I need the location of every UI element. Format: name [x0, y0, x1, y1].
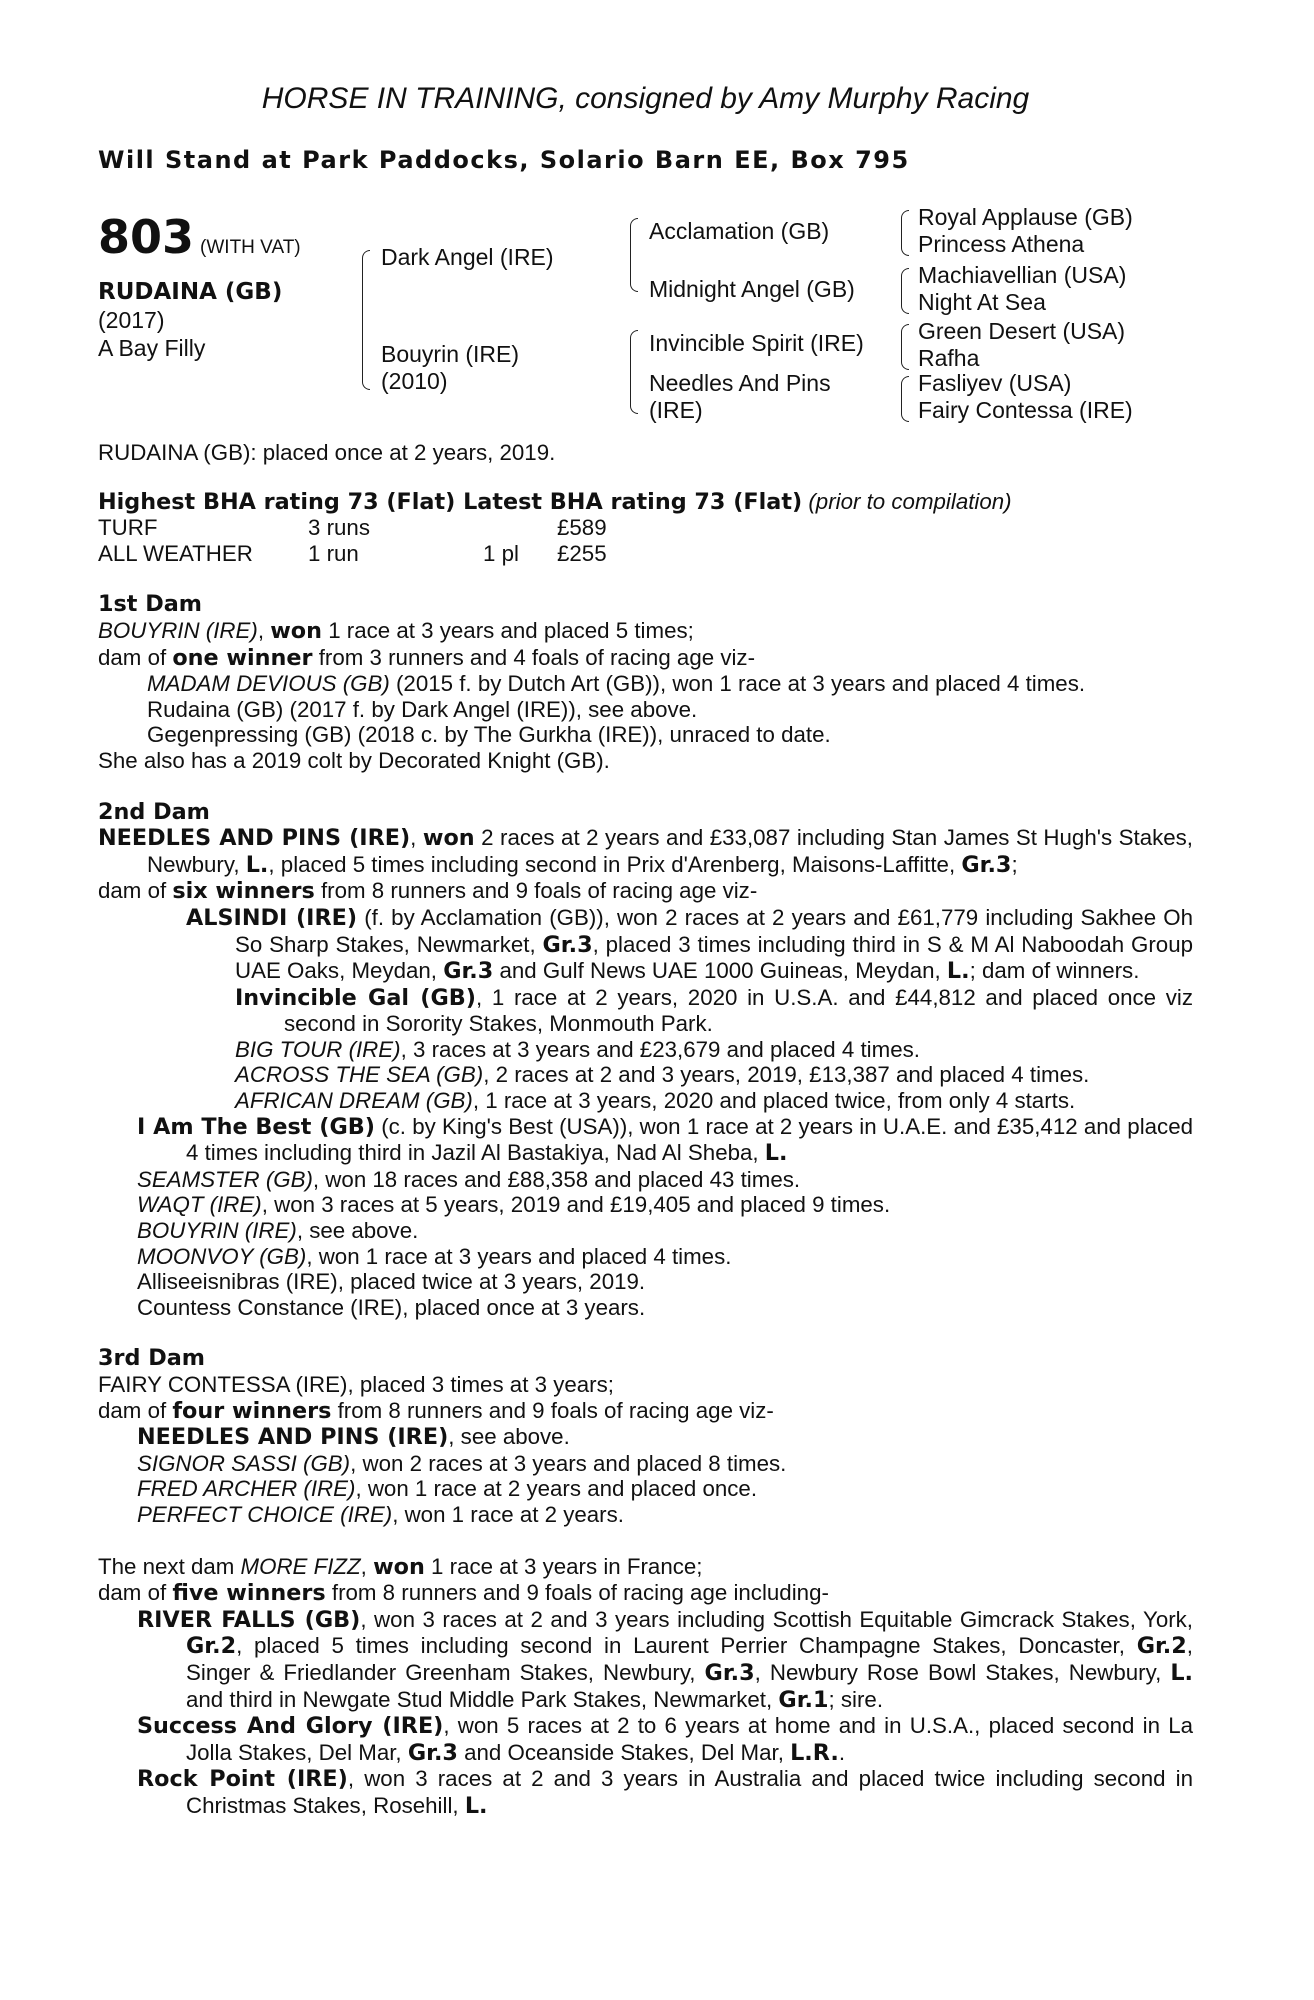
pedigree-sdd: Night At Sea: [918, 289, 1046, 315]
horse-description: A Bay Filly: [98, 335, 206, 361]
pedigree-sire-dam: Midnight Angel (GB): [649, 276, 855, 302]
produce-entry: MOONVOY (GB), won 1 race at 3 years and placed 4 times.: [137, 1243, 732, 1269]
horse-name: RUDAINA (GB): [98, 279, 283, 305]
produce-entry: Success And Glory (IRE), won 5 races at 2 to 6 years at home and in U.S.A., placed second in La Jolla Stakes, Del Mar, Gr.3 and Oceanside Stakes, Del Mar, L.R..: [137, 1713, 1194, 1766]
pedigree-ssd: Princess Athena: [918, 231, 1085, 257]
pedigree-sss: Royal Applause (GB): [918, 204, 1133, 230]
third-dam-produce-line: dam of four winners from 8 runners and 9 foals of racing age viz-: [98, 1397, 774, 1424]
stats-surface: TURF: [98, 515, 158, 541]
produce-entry: Invincible Gal (GB), 1 race at 2 years, 2020 in U.S.A. and £44,812 and placed once viz second in Sorority Stakes, Monmouth Park.: [235, 984, 1193, 1037]
catalogue-body: [98, 440, 1193, 1820]
produce-entry: AFRICAN DREAM (GB), 1 race at 3 years, 2020 and placed twice, from only 4 starts.: [235, 1088, 1076, 1114]
third-dam-line: FAIRY CONTESSA (IRE), placed 3 times at 3 years;: [98, 1372, 614, 1397]
produce-entry: Rudaina (GB) (2017 f. by Dark Angel (IRE)), see above.: [147, 696, 698, 722]
pedigree-dam-dam: Needles And Pins: [649, 370, 831, 396]
pedigree-ddd: Fairy Contessa (IRE): [918, 397, 1133, 423]
race-summary: RUDAINA (GB): placed once at 2 years, 2019.: [98, 440, 556, 465]
stats-runs: 1 run: [308, 540, 359, 566]
pedigree-sds: Machiavellian (USA): [918, 262, 1127, 288]
produce-entry: RIVER FALLS (GB), won 3 races at 2 and 3 years including Scottish Equitable Gimcrack Stakes, York, Gr.2, placed 5 times including second in Laurent Perrier Champagne Stakes, Doncaster, Gr.2, Singer & Friedlander Greenham Stakes, Newbury, Gr.3, Newbury Rose Bowl Stakes, Newbury, L. and third in Newgate Stud Middle Park Stakes, Newmarket, Gr.1; sire.: [137, 1606, 1193, 1713]
pedigree-dam-sire: Invincible Spirit (IRE): [649, 330, 864, 356]
first-dam-heading: 1st Dam: [98, 591, 202, 618]
third-dam-heading: 3rd Dam: [98, 1345, 206, 1372]
produce-entry: I Am The Best (GB) (c. by King's Best (USA)), won 1 race at 2 years in U.A.E. and £35,412 and placed 4 times including third in Jazil Al Bastakiya, Nad Al Sheba, L.: [137, 1113, 1194, 1167]
pedigree-bracket: [901, 268, 909, 314]
second-dam-heading: 2nd Dam: [98, 798, 210, 825]
pedigree-bracket: [901, 376, 909, 422]
produce-entry: Rock Point (IRE), won 3 races at 2 and 3 years in Australia and placed twice including second in Christmas Stakes, Rosehill, L.: [137, 1766, 1193, 1819]
produce-entry: Gegenpressing (GB) (2018 c. by The Gurkha (IRE)), unraced to date.: [147, 722, 831, 748]
pedigree-dam: Bouyrin (IRE): [381, 341, 520, 367]
second-dam-produce-line: dam of six winners from 8 runners and 9 foals of racing age viz-: [98, 878, 758, 905]
pedigree-bracket: [901, 324, 909, 370]
produce-entry: NEEDLES AND PINS (IRE), see above.: [137, 1424, 570, 1451]
stats-placed: 1 pl: [483, 540, 519, 566]
pedigree-sire: Dark Angel (IRE): [381, 244, 554, 270]
next-dam-line: The next dam MORE FIZZ, won 1 race at 3 years in France;: [98, 1553, 703, 1580]
stats-earnings: £255: [557, 540, 607, 566]
produce-entry: ALSINDI (IRE) (f. by Acclamation (GB)), won 2 races at 2 years and £61,779 including Sakhee Oh So Sharp Stakes, Newmarket, Gr.3, placed 3 times including third in S & M Al Naboodah Group UAE Oaks, Meydan, Gr.3 and Gulf News UAE 1000 Guineas, Meydan, L.; dam of winners.: [186, 904, 1193, 985]
lot-number-block: [98, 210, 301, 264]
pedigree-bracket: [630, 218, 638, 292]
first-dam-line: BOUYRIN (IRE), won 1 race at 3 years and placed 5 times;: [98, 617, 694, 644]
pedigree-dsd: Rafha: [918, 345, 980, 371]
produce-entry: SEAMSTER (GB), won 18 races and £88,358 and placed 43 times.: [137, 1166, 801, 1192]
pedigree-dam-year: (2010): [381, 368, 448, 394]
produce-entry: FRED ARCHER (IRE), won 1 race at 2 years and placed once.: [137, 1476, 758, 1502]
ratings-line: Highest BHA rating 73 (Flat) Latest BHA rating 73 (Flat) (prior to compilation): [98, 488, 1012, 515]
horse-year: (2017): [98, 307, 165, 333]
second-dam-line: NEEDLES AND PINS (IRE), won 2 races at 2 years and £33,087 including Stan James St Hugh's Stakes, Newbury, L., placed 5 times including second in Prix d'Arenberg, Maisons-Laffitte, Gr.3;: [98, 825, 1193, 878]
produce-entry: BIG TOUR (IRE), 3 races at 3 years and £23,679 and placed 4 times.: [235, 1036, 920, 1062]
produce-entry: Countess Constance (IRE), placed once at 3 years.: [137, 1294, 646, 1320]
produce-entry: MADAM DEVIOUS (GB) (2015 f. by Dutch Art (GB)), won 1 race at 3 years and placed 4 times.: [147, 671, 1086, 697]
pedigree-sire-sire: Acclamation (GB): [649, 218, 830, 244]
produce-entry: BOUYRIN (IRE), see above.: [137, 1218, 419, 1244]
next-dam-produce-line: dam of five winners from 8 runners and 9 foals of racing age including-: [98, 1580, 829, 1607]
stats-placed: [483, 515, 557, 541]
stats-table: [98, 515, 1193, 566]
vat-note: (WITH VAT): [200, 237, 301, 258]
first-dam-produce-line: dam of one winner from 3 runners and 4 foals of racing age viz-: [98, 644, 755, 671]
pedigree-bracket: [630, 330, 638, 414]
page-title: HORSE IN TRAINING, consigned by Amy Murphy Racing: [261, 82, 1030, 115]
pedigree-dds: Fasliyev (USA): [918, 370, 1072, 396]
produce-entry: SIGNOR SASSI (GB), won 2 races at 3 years and placed 8 times.: [137, 1450, 787, 1476]
produce-entry: PERFECT CHOICE (IRE), won 1 race at 2 years.: [137, 1501, 624, 1527]
produce-note: She also has a 2019 colt by Decorated Knight (GB).: [98, 747, 610, 773]
horse-identity: [98, 278, 282, 362]
produce-entry: WAQT (IRE), won 3 races at 5 years, 2019 and £19,405 and placed 9 times.: [137, 1192, 891, 1218]
stand-location: Will Stand at Park Paddocks, Solario Barn EE, Box 795: [98, 146, 910, 174]
stats-surface: ALL WEATHER: [98, 540, 253, 566]
pedigree-bracket: [901, 210, 909, 256]
pedigree-bracket: [362, 250, 370, 390]
pedigree-dam-dam-suffix: (IRE): [649, 397, 703, 423]
stats-runs: 3 runs: [308, 515, 370, 541]
pedigree-dss: Green Desert (USA): [918, 318, 1126, 344]
stats-earnings: £589: [557, 515, 607, 541]
produce-entry: ACROSS THE SEA (GB), 2 races at 2 and 3 years, 2019, £13,387 and placed 4 times.: [235, 1062, 1090, 1088]
produce-entry: Alliseeisnibras (IRE), placed twice at 3 years, 2019.: [137, 1269, 646, 1295]
lot-number: 803: [98, 210, 195, 264]
